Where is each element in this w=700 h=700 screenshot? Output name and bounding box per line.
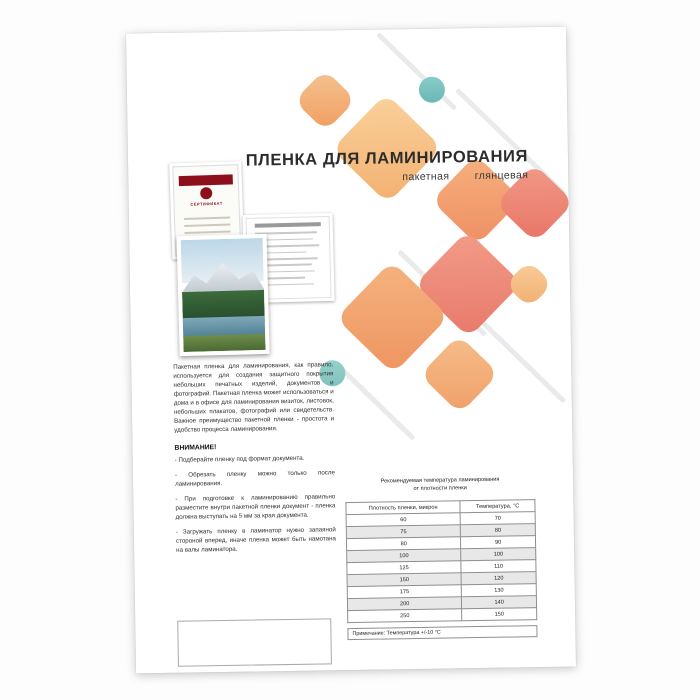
landscape-artwork xyxy=(181,238,266,352)
description-paragraph: Пакетная пленка для ламинирования, как правило, используется для создания защитного покрытия небольших печатных изделий, документов и фотографий. Пакетная пленка может использоваться и дома и в офисе для ламинирования визиток, листовок, небольших плакатов, фотографий или свидетельств. Важное преимущество пакетной пленки - простота и удобство процесса ламинирования. xyxy=(173,361,335,434)
table-cell-temperature: 100 xyxy=(461,548,536,561)
table-cell-temperature: 80 xyxy=(461,524,536,537)
decor-square-peach-small xyxy=(505,260,553,308)
page-title: ПЛЕНКА ДЛЯ ЛАМИНИРОВАНИЯ xyxy=(245,147,529,170)
table-cell-temperature: 140 xyxy=(462,596,537,609)
table-note: Примечание: Температура +/-10 °С xyxy=(347,625,537,640)
subtitle-right: глянцевая xyxy=(474,169,529,183)
description-column xyxy=(173,360,336,560)
certificate-rule xyxy=(184,217,230,221)
table-cell-temperature: 150 xyxy=(462,608,537,621)
table-cell-density: 250 xyxy=(348,609,462,623)
empty-info-box xyxy=(177,618,332,666)
table-cell-density: 100 xyxy=(347,549,461,563)
table-cell-temperature: 110 xyxy=(461,560,536,573)
landscape-photo xyxy=(177,234,270,356)
attention-item: - При подготовке к ламинированию правильно разместите внутри пакетной пленки документ - пленка должна выступать на 5 мм за края документа. xyxy=(175,493,336,521)
certificate-band xyxy=(179,174,233,186)
temperature-table-block xyxy=(345,475,538,640)
temperature-table xyxy=(345,499,537,623)
table-caption-line2: от плотности пленки xyxy=(413,485,467,493)
price-list-label xyxy=(247,219,248,220)
attention-item: - Загружать пленку в ламинатор нужно запаяной стороной вперед, иначе пленка может быть намотана на валы ламинатора. xyxy=(175,526,337,554)
table-cell-temperature: 130 xyxy=(461,584,536,597)
table-cell-temperature: 70 xyxy=(460,512,535,525)
certificate-rule xyxy=(184,231,230,235)
decor-square-orange-1 xyxy=(294,69,356,131)
table-cell-density: 150 xyxy=(347,573,461,587)
table-header-cell: Плотность пленки, микрон xyxy=(346,501,460,515)
subtitle-left: пакетная xyxy=(402,170,450,184)
landscape-shore xyxy=(183,334,265,352)
attention-heading: ВНИМАНИЕ! xyxy=(174,444,217,452)
decor-stripe-4 xyxy=(476,316,566,403)
decor-stripe-5 xyxy=(340,367,415,440)
table-cell-density: 75 xyxy=(346,525,460,539)
table-header-cell: Температура, °С xyxy=(460,500,535,513)
table-cell-density: 175 xyxy=(347,585,461,599)
table-cell-temperature: 90 xyxy=(461,536,536,549)
product-leaflet-page xyxy=(126,27,576,674)
attention-list xyxy=(175,453,337,555)
table-cell-density: 125 xyxy=(347,561,461,575)
certificate-rule xyxy=(184,224,230,228)
table-row xyxy=(348,608,537,623)
attention-item: - Подберайте пленку под формат документа. xyxy=(174,454,305,464)
certificate-caption: СЕРТИФИКАТ xyxy=(190,200,223,207)
table-caption-line1: Рекомендуемая температура ламинирования xyxy=(380,476,500,485)
table-caption xyxy=(345,475,535,494)
table-cell-density: 60 xyxy=(346,513,460,527)
attention-item: - Обрезать пленку можно только после ламинирования. xyxy=(174,469,335,488)
decor-square-orange-4 xyxy=(420,335,499,414)
table-cell-density: 200 xyxy=(347,597,461,611)
price-list-header xyxy=(255,222,321,228)
table-cell-temperature: 120 xyxy=(461,572,536,585)
table-cell-density: 80 xyxy=(346,537,460,551)
certificate-seal xyxy=(200,187,212,199)
